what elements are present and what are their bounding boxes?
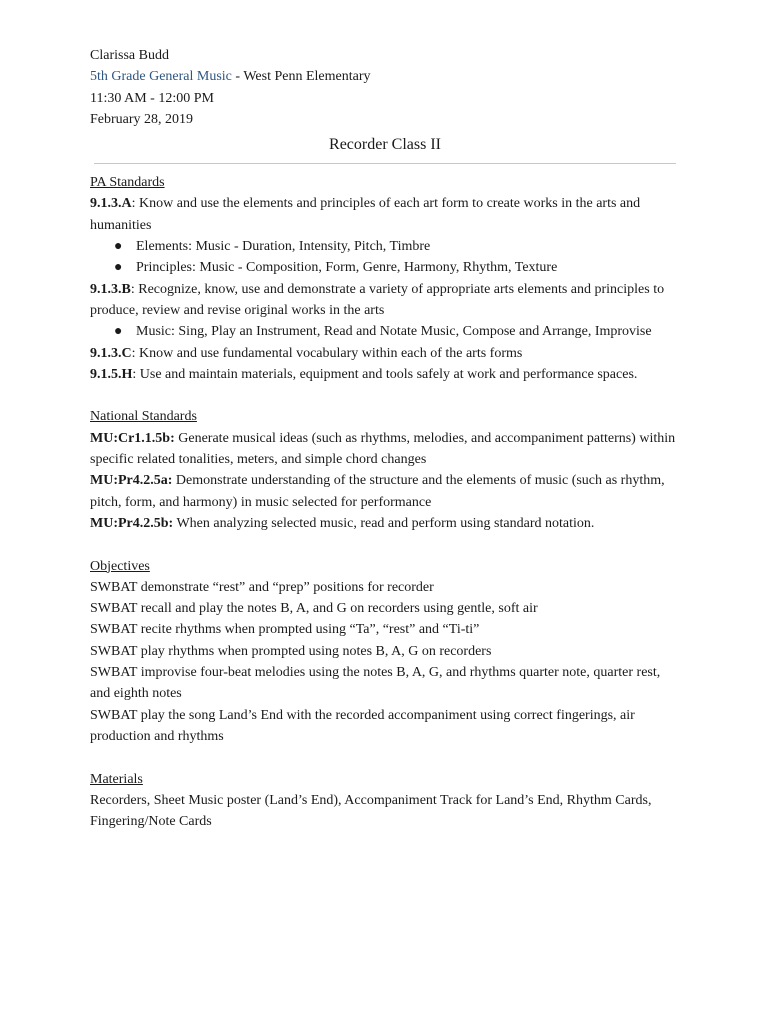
pa-standards-heading: PA Standards (90, 175, 165, 191)
objective-item: SWBAT recall and play the notes B, A, and G on recorders using gentle, soft air (90, 601, 538, 617)
title-divider (94, 163, 676, 164)
standard-code: 9.1.3.B (90, 281, 131, 297)
pa-9-1-3-b-bullets (90, 321, 680, 342)
class-time: 11:30 AM - 12:00 PM (90, 90, 214, 106)
bullet-icon: ● (114, 260, 123, 276)
objectives-heading: Objectives (90, 558, 150, 574)
materials-heading: Materials (90, 771, 143, 787)
pa-standard-9-1-3-c (90, 343, 680, 364)
bullet-text: Principles: Music - Composition, Form, Genre, Harmony, Rhythm, Texture (136, 260, 558, 276)
materials-list: Recorders, Sheet Music poster (Land’s End), Accompaniment Track for Land’s End, Rhythm Cards, Fingering/Note Cards (90, 792, 652, 830)
objective-item: SWBAT play rhythms when prompted using notes B, A, G on recorders (90, 643, 492, 659)
pa-standard-9-1-5-h (90, 364, 680, 385)
spacer (90, 747, 680, 768)
pa-standard-9-1-3-a (90, 193, 680, 236)
pa-standard-9-1-3-b (90, 279, 680, 322)
national-standards-heading: National Standards (90, 409, 197, 425)
standard-text: Generate musical ideas (such as rhythms, melodies, and accompaniment patterns) within specific related tonalities, meters, and simple chord changes (90, 430, 676, 468)
standard-text: : Know and use fundamental vocabulary within each of the arts forms (131, 345, 523, 361)
standard-text: : Recognize, know, use and demonstrate a variety of appropriate arts elements and principles to produce, review and revise original works in the arts (90, 281, 665, 318)
objective-item: SWBAT recite rhythms when prompted using “Ta”, “rest” and “Ti-ti” (90, 622, 480, 638)
standard-text: : Use and maintain materials, equipment and tools safely at work and performance spaces. (132, 366, 638, 382)
bullet-icon: ● (114, 239, 123, 255)
spacer (90, 534, 680, 555)
standard-code: 9.1.5.H (90, 366, 133, 382)
list-item (114, 236, 680, 257)
national-standard-pr-a (90, 470, 680, 513)
course-link[interactable]: 5th Grade General Music (90, 69, 232, 85)
standard-code: MU:Pr4.2.5a: (90, 473, 173, 489)
standard-text: When analyzing selected music, read and perform using standard notation. (173, 515, 595, 531)
list-item (114, 257, 680, 278)
objective-item: SWBAT play the song Land’s End with the recorded accompaniment using correct fingerings, air production and rhythms (90, 707, 635, 744)
standard-code: 9.1.3.A (90, 196, 132, 212)
standard-code: 9.1.3.C (90, 345, 132, 361)
author-name: Clarissa Budd (90, 48, 169, 63)
national-standard-pr-b (90, 513, 680, 534)
standard-code: MU:Pr4.2.5b: (90, 515, 174, 531)
class-date: February 28, 2019 (90, 111, 194, 127)
pa-9-1-3-a-bullets (90, 236, 680, 279)
national-standard-cr (90, 428, 680, 471)
objective-item: SWBAT demonstrate “rest” and “prep” positions for recorder (90, 579, 434, 595)
document-body (90, 45, 680, 832)
school-name: - West Penn Elementary (231, 69, 371, 85)
course-line (90, 66, 680, 87)
standard-code: MU:Cr1.1.5b: (90, 430, 175, 446)
bullet-icon: ● (114, 324, 123, 340)
list-item (114, 321, 680, 342)
bullet-text: Music: Sing, Play an Instrument, Read and Notate Music, Compose and Arrange, Improvise (136, 324, 652, 340)
spacer (90, 385, 680, 406)
bullet-text: Elements: Music - Duration, Intensity, Pitch, Timbre (136, 239, 431, 255)
objective-item: SWBAT improvise four-beat melodies using the notes B, A, G, and rhythms quarter note, quarter rest, and eighth notes (90, 665, 661, 702)
standard-text: : Know and use the elements and principles of each art form to create works in the arts and humanities (90, 196, 641, 233)
standard-text: Demonstrate understanding of the structure and the elements of music (such as rhythm, pitch, form, and harmony) in music selected for performance (90, 473, 665, 510)
page-title: Recorder Class II (329, 136, 441, 154)
